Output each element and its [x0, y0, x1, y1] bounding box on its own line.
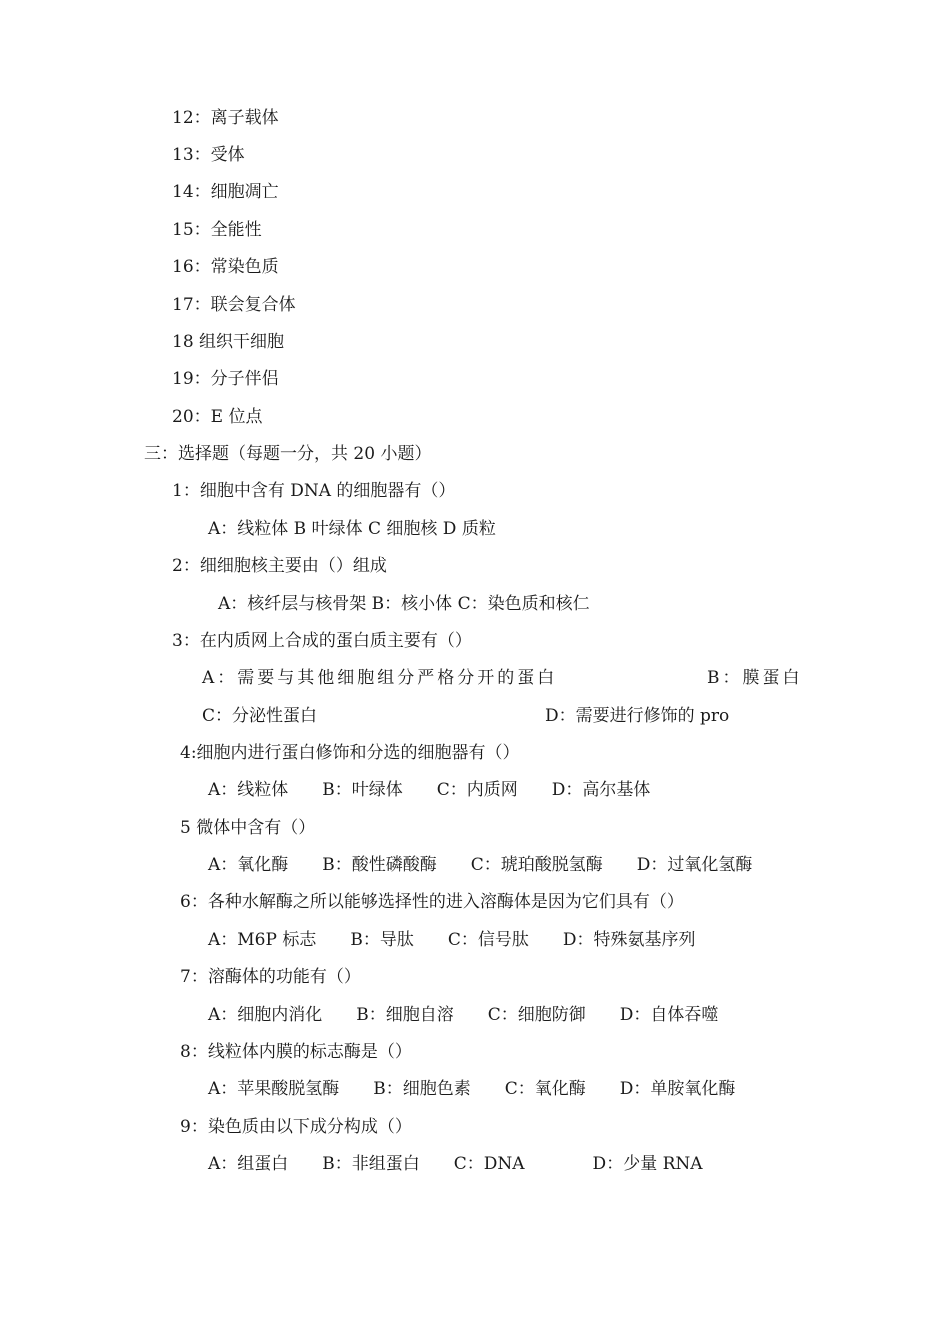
- question-1-options: A：线粒体 B 叶绿体 C 细胞核 D 质粒: [208, 519, 496, 539]
- question-5-options: A：氧化酶 B：酸性磷酸酶 C：琥珀酸脱氢酶 D：过氧化氢酶: [208, 855, 753, 875]
- question-8-stem: 8：线粒体内膜的标志酶是（）: [180, 1042, 412, 1062]
- question-2-options: A：核纤层与核骨架 B：核小体 C：染色质和核仁: [218, 594, 590, 614]
- question-6-stem: 6：各种水解酶之所以能够选择性的进入溶酶体是因为它们具有（）: [180, 892, 684, 912]
- term-20: 20：E 位点: [172, 407, 263, 427]
- term-14: 14：细胞凋亡: [172, 182, 279, 202]
- term-17: 17：联会复合体: [172, 295, 296, 315]
- term-15: 15：全能性: [172, 220, 262, 240]
- term-12: 12：离子载体: [172, 108, 279, 128]
- question-3-option-b: B：膜蛋白: [707, 668, 803, 688]
- term-13: 13：受体: [172, 145, 245, 165]
- question-1-stem: 1：细胞中含有 DNA 的细胞器有（）: [172, 481, 456, 501]
- question-7-options: A：细胞内消化 B：细胞自溶 C：细胞防御 D：自体吞噬: [208, 1005, 719, 1025]
- question-7-stem: 7：溶酶体的功能有（）: [180, 967, 361, 987]
- question-2-stem: 2：细细胞核主要由（）组成: [172, 556, 387, 576]
- term-16: 16：常染色质: [172, 257, 279, 277]
- question-4-stem: 4:细胞内进行蛋白修饰和分选的细胞器有（）: [180, 743, 520, 763]
- question-3-stem: 3：在内质网上合成的蛋白质主要有（）: [172, 631, 472, 651]
- question-5-stem: 5 微体中含有（）: [180, 818, 316, 838]
- term-18: 18 组织干细胞: [172, 332, 285, 352]
- section-heading: 三：选择题（每题一分，共 20 小题）: [144, 444, 432, 464]
- question-3-option-d: D：需要进行修饰的 pro: [545, 706, 730, 726]
- question-3-option-c: C：分泌性蛋白: [202, 706, 318, 726]
- question-8-options: A：苹果酸脱氢酶 B：细胞色素 C：氧化酶 D：单胺氧化酶: [208, 1079, 736, 1099]
- question-9-options: A：组蛋白 B：非组蛋白 C：DNA D：少量 RNA: [208, 1154, 703, 1174]
- question-4-options: A：线粒体 B：叶绿体 C：内质网 D：高尔基体: [208, 780, 651, 800]
- question-3-option-a: A：需要与其他细胞组分严格分开的蛋白: [202, 668, 558, 688]
- question-6-options: A：M6P 标志 B：导肽 C：信号肽 D：特殊氨基序列: [208, 930, 696, 950]
- term-19: 19：分子伴侣: [172, 369, 279, 389]
- question-9-stem: 9：染色质由以下成分构成（）: [180, 1117, 412, 1137]
